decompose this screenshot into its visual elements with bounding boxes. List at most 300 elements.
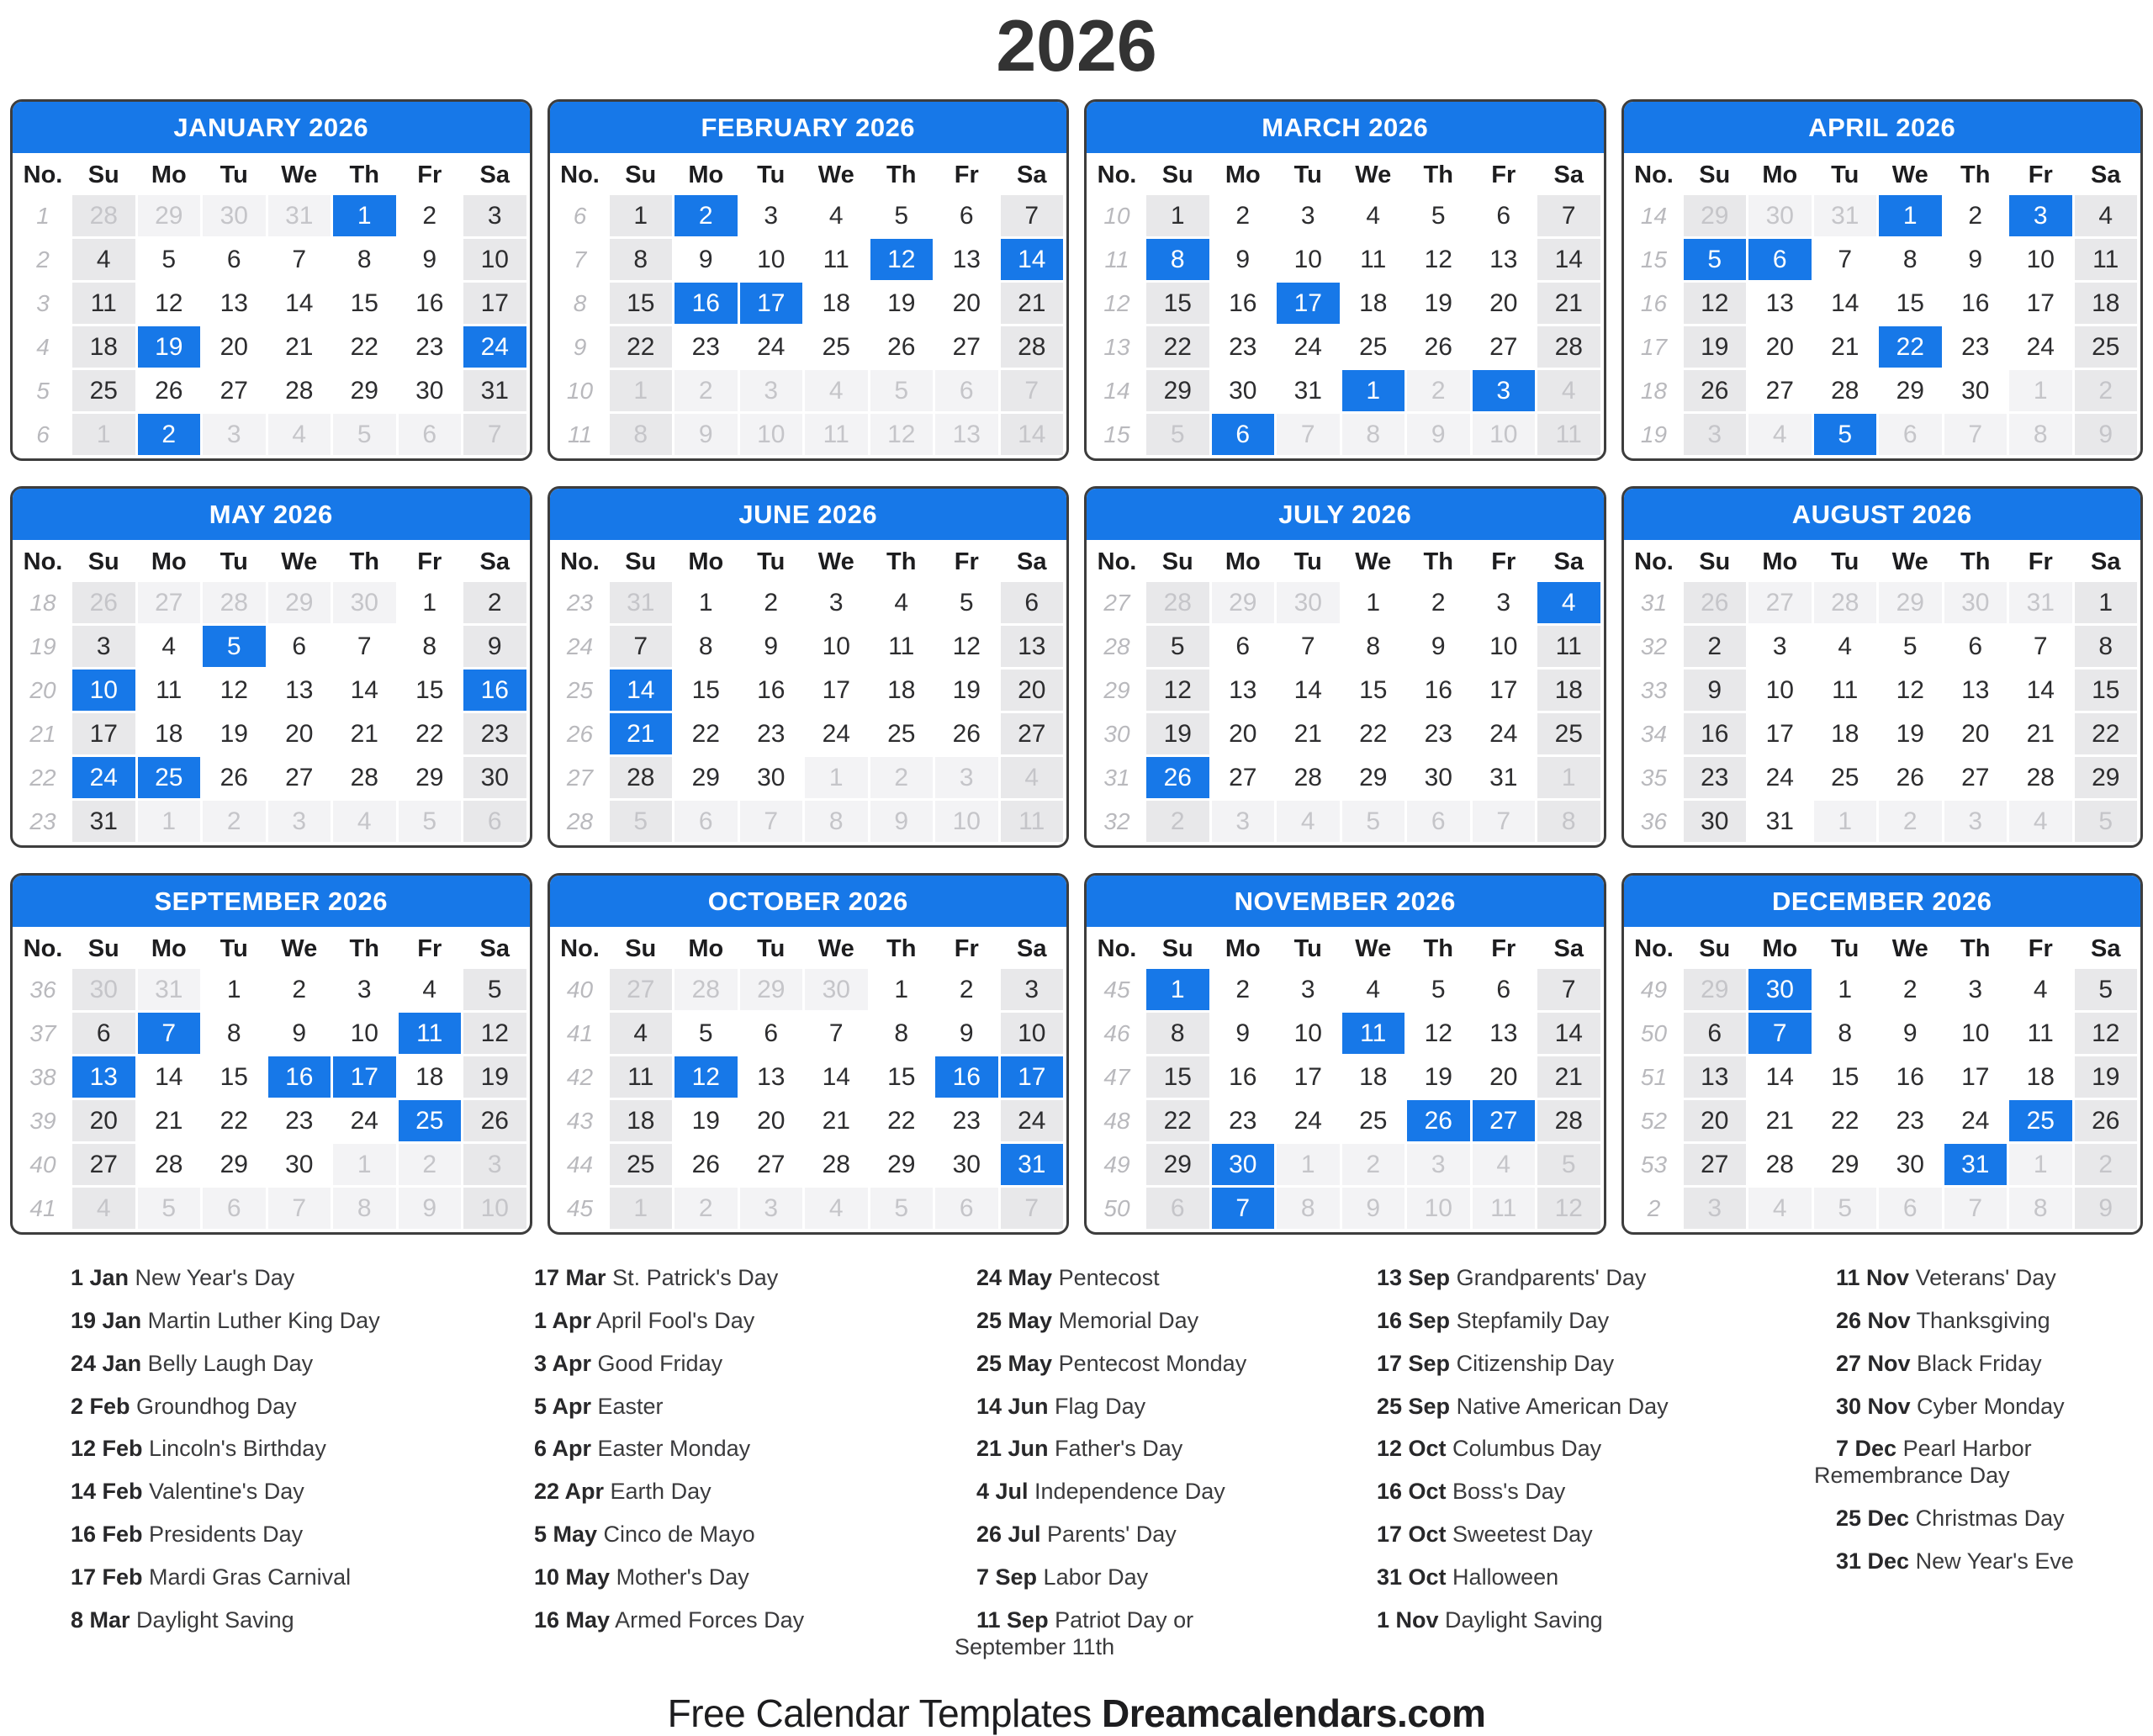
date-cell: 6 — [463, 801, 526, 842]
date-cell: 4 — [1537, 370, 1600, 411]
week-row — [1627, 1100, 2138, 1141]
holiday-name: Good Friday — [591, 1350, 723, 1376]
date-cell: 2 — [203, 801, 266, 842]
holiday-item — [955, 1564, 1291, 1591]
date-cell: 22 — [1146, 1100, 1209, 1141]
date-cell: 9 — [764, 632, 779, 660]
day-header-row — [13, 540, 530, 582]
date-cell: 2 — [1235, 201, 1251, 230]
holiday-name: Earth Day — [604, 1479, 711, 1505]
week-number: 45 — [553, 1188, 607, 1229]
week-row — [16, 195, 526, 236]
date-cell: 23 — [1896, 1106, 1924, 1135]
holiday-date: 25 May — [976, 1350, 1053, 1376]
day-header: Sa — [1001, 932, 1064, 966]
holiday-date: 24 Jan — [71, 1350, 142, 1376]
date-cell: 2 — [399, 1144, 462, 1185]
date-cell: 31 — [1765, 807, 1794, 835]
week-number: 49 — [1090, 1144, 1144, 1185]
holiday-item — [1355, 1351, 1750, 1378]
date-cell: 26 — [1146, 757, 1209, 798]
date-cell: 16 — [415, 288, 444, 317]
date-cell: 8 — [226, 1019, 241, 1047]
date-cell: 19 — [138, 326, 201, 368]
week-no-header: No. — [1627, 545, 1681, 579]
date-cell: 2 — [1407, 370, 1470, 411]
week-row — [553, 969, 1064, 1010]
date-cell: 4 — [161, 632, 177, 660]
date-cell: 9 — [1684, 670, 1747, 711]
date-cell: 13 — [72, 1056, 135, 1098]
holiday-date: 12 Feb — [71, 1436, 143, 1462]
day-header: Tu — [1814, 545, 1877, 579]
week-no-header: No. — [1627, 932, 1681, 966]
date-cell: 8 — [1537, 801, 1600, 842]
date-cell: 8 — [1146, 1013, 1209, 1054]
date-cell: 1 — [610, 195, 673, 236]
date-cell: 5 — [610, 801, 673, 842]
date-cell: 24 — [1293, 332, 1322, 361]
day-header: Tu — [740, 545, 803, 579]
date-cell: 27 — [610, 969, 673, 1010]
week-number: 32 — [1627, 626, 1681, 667]
date-cell: 26 — [463, 1100, 526, 1141]
holiday-item — [512, 1436, 891, 1463]
date-cell: 2 — [1968, 201, 1983, 230]
date-cell: 7 — [463, 414, 526, 455]
holiday-date: 14 Feb — [71, 1479, 143, 1505]
week-row — [1627, 582, 2138, 623]
date-cell: 3 — [1212, 801, 1275, 842]
week-number: 37 — [16, 1013, 70, 1054]
date-cell: 27 — [285, 763, 314, 791]
date-cell: 3 — [268, 801, 331, 842]
holiday-name: Pearl Harbor Remembrance Day — [1814, 1436, 2032, 1489]
day-header: Tu — [1277, 932, 1340, 966]
week-number: 36 — [1627, 801, 1681, 842]
date-cell: 12 — [463, 1013, 526, 1054]
date-cell: 20 — [220, 332, 248, 361]
date-cell: 10 — [1001, 1013, 1064, 1054]
date-cell: 20 — [1961, 719, 1990, 748]
day-header: Fr — [1473, 545, 1536, 579]
date-cell: 4 — [1277, 801, 1340, 842]
date-cell: 23 — [463, 713, 526, 754]
day-header: Su — [72, 545, 135, 579]
date-cell: 10 — [1765, 675, 1794, 704]
week-row — [1627, 969, 2138, 1010]
date-cell: 23 — [1684, 757, 1747, 798]
holiday-item — [955, 1479, 1291, 1506]
date-cell: 31 — [610, 582, 673, 623]
date-cell: 7 — [268, 1188, 331, 1229]
week-row — [16, 1188, 526, 1229]
day-header: Tu — [1814, 158, 1877, 192]
week-number: 25 — [553, 670, 607, 711]
month-title: AUGUST 2026 — [1624, 489, 2141, 540]
date-cell: 30 — [72, 969, 135, 1010]
week-row — [16, 801, 526, 842]
date-cell: 11 — [1342, 1013, 1405, 1054]
date-cell: 24 — [757, 332, 786, 361]
holiday-name: Pentecost Monday — [1052, 1350, 1247, 1376]
holiday-date: 7 Sep — [976, 1564, 1038, 1590]
day-header: Th — [1407, 158, 1470, 192]
date-cell: 25 — [2075, 326, 2138, 368]
week-row — [16, 326, 526, 368]
holiday-name: Grandparents' Day — [1450, 1265, 1647, 1290]
date-cell: 4 — [1537, 582, 1600, 623]
holiday-name: Black Friday — [1910, 1350, 2042, 1376]
week-row — [1090, 670, 1600, 711]
date-cell: 10 — [1293, 1019, 1322, 1047]
date-cell: 19 — [1424, 288, 1452, 317]
date-cell: 20 — [1765, 332, 1794, 361]
date-cell: 21 — [285, 332, 314, 361]
holiday-item — [1814, 1394, 2104, 1421]
date-cell: 1 — [333, 1144, 396, 1185]
date-cell: 27 — [1001, 713, 1064, 754]
date-cell: 29 — [1684, 195, 1747, 236]
date-cell: 28 — [1001, 326, 1064, 368]
date-cell: 2 — [1902, 975, 1918, 1003]
holiday-date: 1 Jan — [71, 1265, 130, 1290]
date-cell: 5 — [2075, 969, 2138, 1010]
date-cell: 12 — [2075, 1013, 2138, 1054]
date-cell: 18 — [610, 1100, 673, 1141]
date-cell: 9 — [399, 1188, 462, 1229]
week-number: 30 — [1090, 713, 1144, 754]
date-cell: 6 — [1496, 201, 1511, 230]
date-cell: 27 — [952, 332, 981, 361]
day-header: We — [805, 932, 868, 966]
day-header: Th — [1944, 158, 2008, 192]
date-cell: 4 — [805, 1188, 868, 1229]
date-cell: 3 — [1772, 632, 1787, 660]
date-cell: 2 — [764, 588, 779, 617]
date-cell: 31 — [1001, 1144, 1064, 1185]
date-cell: 30 — [1229, 376, 1257, 405]
week-row — [1090, 414, 1600, 455]
day-header: We — [268, 158, 331, 192]
holiday-date: 5 May — [534, 1522, 598, 1548]
date-cell: 13 — [757, 1062, 786, 1091]
date-cell: 20 — [1001, 670, 1064, 711]
date-cell: 2 — [1146, 801, 1209, 842]
date-cell: 12 — [1684, 283, 1747, 324]
week-row — [1627, 283, 2138, 324]
week-number: 11 — [1090, 239, 1144, 280]
week-number: 50 — [1090, 1188, 1144, 1229]
week-row — [1627, 195, 2138, 236]
holiday-item — [955, 1308, 1291, 1335]
week-no-header: No. — [1090, 158, 1144, 192]
date-cell: 28 — [1831, 376, 1859, 405]
date-cell: 6 — [1879, 414, 1942, 455]
date-cell: 10 — [757, 245, 786, 273]
day-header-row — [1087, 540, 1604, 582]
date-cell: 22 — [887, 1106, 916, 1135]
date-cell: 6 — [292, 632, 307, 660]
week-row — [16, 713, 526, 754]
holiday-name: Father's Day — [1048, 1436, 1183, 1462]
day-header-row — [550, 153, 1067, 195]
holiday-name: Parents' Day — [1040, 1522, 1177, 1548]
date-cell: 21 — [1831, 332, 1859, 361]
date-cell: 4 — [1001, 757, 1064, 798]
date-cell: 5 — [1814, 1188, 1877, 1229]
holiday-date: 2 Feb — [71, 1393, 130, 1419]
date-cell: 26 — [220, 763, 248, 791]
date-cell: 2 — [674, 195, 738, 236]
date-cell: 26 — [1424, 332, 1452, 361]
date-cell: 27 — [1229, 763, 1257, 791]
holiday-name: Mardi Gras Carnival — [142, 1564, 352, 1590]
week-row — [16, 670, 526, 711]
date-cell: 1 — [610, 1188, 673, 1229]
date-cell: 4 — [1838, 632, 1853, 660]
day-header: Fr — [2009, 545, 2072, 579]
date-cell: 2 — [870, 757, 934, 798]
date-cell: 5 — [2075, 801, 2138, 842]
day-header: Sa — [1001, 545, 1064, 579]
date-cell: 5 — [1902, 632, 1918, 660]
holiday-column — [955, 1265, 1291, 1677]
date-cell: 21 — [2026, 719, 2055, 748]
date-cell: 22 — [220, 1106, 248, 1135]
day-header: Sa — [2075, 158, 2138, 192]
date-cell: 8 — [2009, 414, 2072, 455]
day-header: Mo — [1212, 545, 1275, 579]
day-header: We — [268, 545, 331, 579]
date-cell: 21 — [1001, 283, 1064, 324]
date-cell: 25 — [138, 757, 201, 798]
date-cell: 1 — [1838, 975, 1853, 1003]
holiday-date: 8 Mar — [71, 1606, 130, 1633]
holiday-date: 17 Mar — [534, 1265, 606, 1290]
holiday-name: Lincoln's Birthday — [142, 1436, 326, 1462]
date-cell: 2 — [2075, 370, 2138, 411]
date-cell: 17 — [740, 283, 803, 324]
date-cell: 15 — [691, 675, 720, 704]
date-cell: 11 — [1360, 245, 1387, 273]
week-row — [16, 969, 526, 1010]
date-cell: 8 — [2009, 1188, 2072, 1229]
date-cell: 24 — [350, 1106, 378, 1135]
date-cell: 14 — [1001, 239, 1064, 280]
date-cell: 3 — [1968, 975, 1983, 1003]
month-title: DECEMBER 2026 — [1624, 876, 2141, 927]
week-no-header: No. — [16, 158, 70, 192]
holiday-date: 27 Nov — [1836, 1350, 1911, 1376]
holiday-item — [49, 1436, 448, 1463]
day-header: Sa — [463, 158, 526, 192]
day-header-row — [13, 927, 530, 969]
week-row — [1090, 801, 1600, 842]
week-row — [16, 239, 526, 280]
date-cell: 11 — [823, 245, 849, 273]
date-cell: 27 — [1489, 332, 1518, 361]
date-cell: 21 — [155, 1106, 183, 1135]
day-header: Tu — [1814, 932, 1877, 966]
holiday-item — [512, 1479, 891, 1506]
week-number: 32 — [1090, 801, 1144, 842]
date-cell: 20 — [1684, 1100, 1747, 1141]
date-cell: 9 — [1968, 245, 1983, 273]
date-cell: 5 — [333, 414, 396, 455]
date-cell: 29 — [1831, 1150, 1859, 1178]
date-cell: 10 — [935, 801, 998, 842]
date-cell: 18 — [1359, 1062, 1388, 1091]
month-title: MARCH 2026 — [1087, 102, 1604, 153]
date-cell: 9 — [1902, 1019, 1918, 1047]
week-number: 23 — [553, 582, 607, 623]
date-cell: 1 — [1277, 1144, 1340, 1185]
holiday-item — [1355, 1522, 1750, 1548]
date-cell: 28 — [822, 1150, 850, 1178]
week-row — [553, 195, 1064, 236]
holiday-name: Memorial Day — [1052, 1307, 1199, 1333]
day-header-row — [1087, 927, 1604, 969]
date-cell: 24 — [1961, 1106, 1990, 1135]
date-cell: 3 — [2009, 195, 2072, 236]
day-header: Mo — [1748, 545, 1812, 579]
date-cell: 5 — [894, 201, 909, 230]
week-no-header: No. — [553, 545, 607, 579]
day-header: Mo — [674, 545, 738, 579]
date-cell: 30 — [757, 763, 786, 791]
week-number: 36 — [16, 969, 70, 1010]
date-cell: 4 — [805, 370, 868, 411]
date-cell: 5 — [1431, 201, 1446, 230]
day-header: Mo — [1748, 932, 1812, 966]
footer-tagline: Free Calendar Templates — [667, 1691, 1092, 1735]
week-number: 33 — [1627, 670, 1681, 711]
date-cell: 30 — [415, 376, 444, 405]
holiday-item — [512, 1607, 891, 1634]
week-row — [16, 757, 526, 798]
week-row — [1627, 1144, 2138, 1185]
day-header: Fr — [399, 932, 462, 966]
date-cell: 17 — [1489, 675, 1518, 704]
brand-link[interactable]: Dreamcalendars.com — [1102, 1691, 1486, 1735]
holiday-item — [955, 1394, 1291, 1421]
date-cell: 1 — [333, 195, 396, 236]
date-cell: 10 — [1473, 414, 1536, 455]
date-cell: 30 — [333, 582, 396, 623]
date-cell: 27 — [1748, 582, 1812, 623]
date-cell: 29 — [887, 1150, 916, 1178]
month-panel — [1084, 99, 1606, 461]
date-cell: 8 — [1277, 1188, 1340, 1229]
date-cell: 14 — [1293, 675, 1322, 704]
date-cell: 28 — [610, 757, 673, 798]
holiday-item — [1355, 1308, 1750, 1335]
date-cell: 22 — [2075, 713, 2138, 754]
week-number: 8 — [553, 283, 607, 324]
month-title: SEPTEMBER 2026 — [13, 876, 530, 927]
date-cell: 12 — [1537, 1188, 1600, 1229]
week-row — [1090, 370, 1600, 411]
week-row — [553, 757, 1064, 798]
date-cell: 9 — [698, 245, 713, 273]
date-cell: 16 — [1896, 1062, 1924, 1091]
date-cell: 8 — [333, 1188, 396, 1229]
day-header: Tu — [203, 545, 266, 579]
date-cell: 7 — [1537, 969, 1600, 1010]
day-header: Sa — [1001, 158, 1064, 192]
holiday-item — [955, 1607, 1291, 1661]
date-cell: 30 — [1684, 801, 1747, 842]
date-cell: 8 — [1342, 414, 1405, 455]
date-cell: 25 — [1359, 332, 1388, 361]
date-cell: 6 — [764, 1019, 779, 1047]
date-cell: 19 — [952, 675, 981, 704]
date-cell: 4 — [1366, 201, 1381, 230]
date-cell: 29 — [2075, 757, 2138, 798]
date-cell: 17 — [333, 1056, 396, 1098]
date-cell: 1 — [610, 370, 673, 411]
date-cell: 26 — [887, 332, 916, 361]
holiday-date: 17 Oct — [1377, 1522, 1447, 1548]
date-cell: 7 — [138, 1013, 201, 1054]
date-cell: 25 — [1831, 763, 1859, 791]
month-weeks — [1087, 195, 1604, 458]
month-title: JUNE 2026 — [550, 489, 1067, 540]
week-row — [1090, 1144, 1600, 1185]
date-cell: 6 — [1212, 414, 1275, 455]
date-cell: 9 — [2075, 414, 2138, 455]
holiday-name: Patriot Day or September 11th — [955, 1606, 1194, 1659]
date-cell: 3 — [1944, 801, 2008, 842]
week-row — [1090, 1013, 1600, 1054]
holiday-name: Presidents Day — [142, 1522, 304, 1548]
date-cell: 4 — [610, 1013, 673, 1054]
holiday-date: 25 May — [976, 1307, 1053, 1333]
week-row — [1090, 757, 1600, 798]
week-number: 11 — [553, 414, 607, 455]
date-cell: 9 — [463, 626, 526, 667]
month-panel — [1084, 486, 1606, 848]
month-panel — [548, 486, 1070, 848]
date-cell: 24 — [463, 326, 526, 368]
date-cell: 12 — [1424, 1019, 1452, 1047]
date-cell: 13 — [285, 675, 314, 704]
day-header: Sa — [1537, 545, 1600, 579]
week-number: 52 — [1627, 1100, 1681, 1141]
date-cell: 4 — [2033, 975, 2048, 1003]
date-cell: 30 — [203, 195, 266, 236]
day-header: Sa — [2075, 545, 2138, 579]
holiday-name: Flag Day — [1048, 1393, 1146, 1419]
date-cell: 9 — [1235, 245, 1251, 273]
date-cell: 22 — [415, 719, 444, 748]
date-cell: 3 — [1473, 370, 1536, 411]
date-cell: 6 — [1407, 801, 1470, 842]
date-cell: 10 — [822, 632, 850, 660]
date-cell: 11 — [805, 414, 868, 455]
date-cell: 2 — [138, 414, 201, 455]
month-weeks — [550, 195, 1067, 458]
date-cell: 10 — [2026, 245, 2055, 273]
date-cell: 20 — [1489, 288, 1518, 317]
date-cell: 7 — [828, 1019, 844, 1047]
date-cell: 20 — [1489, 1062, 1518, 1091]
date-cell: 8 — [610, 239, 673, 280]
date-cell: 7 — [1212, 1188, 1275, 1229]
day-header: Fr — [935, 932, 998, 966]
date-cell: 3 — [740, 370, 803, 411]
